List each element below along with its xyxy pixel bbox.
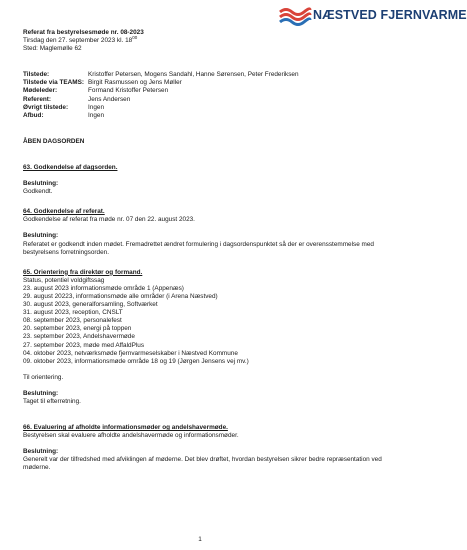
decision-text: Godkendt.: [23, 188, 53, 196]
meta-label: Øvrigt tilstede:: [23, 103, 69, 111]
list-item: 09. oktober 2023, informationsmøde område 18 og 19 (Jørgen Jensens vej mv.): [23, 357, 249, 365]
section-65-title: 65. Orientering fra direktør og formand.: [23, 268, 143, 276]
list-item: 04. oktober 2023, netværksmøde fjernvarmeselskaber i Næstved Kommune: [23, 349, 238, 357]
logo-text: NÆSTVED FJERNVARME: [313, 8, 467, 22]
section-66-title: 66. Evaluering af afholdte informationsmøder og andelshavermøde.: [23, 424, 228, 432]
section-65-note: Til orientering.: [23, 373, 64, 381]
section-66-body: Bestyrelsen skal evaluere afholdte andelshavermøde og informationsmøder.: [23, 432, 239, 440]
meta-label: Mødeleder:: [23, 87, 58, 95]
decision-text: Taget til efterretning.: [23, 398, 81, 405]
list-item: 23. august 2023 informationsmøde område 1 (Appenæs): [23, 284, 184, 292]
document-title: Referat fra bestyrelsesmøde nr. 08-2023: [23, 29, 144, 36]
list-item: 27. september 2023, møde med AffaldPlus: [23, 341, 145, 349]
decision-label: Beslutning:: [23, 448, 59, 456]
meta-value: Ingen: [88, 103, 104, 111]
wave-logo-icon: [278, 6, 310, 26]
section-64-title: 64. Godkendelse af referat.: [23, 208, 105, 216]
meta-label: Tilstede via TEAMS:: [23, 79, 84, 87]
meta-label: Referent:: [23, 95, 52, 103]
list-item: 08. september 2023, personalefest: [23, 317, 122, 325]
list-item: 23. september 2023, Andelshavermøde: [23, 333, 135, 341]
meta-label: Afbud:: [23, 111, 44, 119]
open-agenda-heading: ÅBEN DAGSORDEN: [23, 137, 85, 145]
decision-label: Beslutning:: [23, 232, 59, 240]
list-item: Status, potentiel voldgiftssag: [23, 276, 105, 284]
list-item: 20. september 2023, energi på toppen: [23, 325, 132, 333]
meta-value: Birgit Rasmussen og Jens Møller: [88, 79, 182, 87]
meta-label: Tilstede:: [23, 71, 50, 79]
orientation-list: [23, 277, 383, 366]
decision-text: Generelt var der tilfredshed med afviklingen af møderne. Det blev drøftet, hvordan bestyrelsen sikrer bedre repræsentation ved møderne.: [23, 456, 382, 472]
section-63-title: 63. Godkendelse af dagsorden.: [23, 163, 118, 171]
decision-label: Beslutning:: [23, 389, 59, 397]
list-item: 29. august 20223, informationsmøde alle områder (i Arena Næstved): [23, 292, 218, 300]
section-64-body: Godkendelse af referat fra møde nr. 07 den 22. august 2023.: [23, 216, 195, 224]
meta-value: Ingen: [88, 111, 104, 119]
list-item: 31. august 2023, reception, CNSLT: [23, 309, 123, 317]
page-number: 1: [198, 536, 202, 543]
decision-label: Beslutning:: [23, 180, 59, 188]
company-logo: [278, 5, 467, 27]
attendance-block: [23, 71, 383, 120]
meta-value: Kristoffer Petersen, Mogens Sandahl, Hanne Sørensen, Peter Frederiksen: [88, 71, 299, 79]
decision-text: Referatet er godkendt inden mødet. Fremadrettet ændret formulering i dagsordenspunktet så der er overensstemmelse med bestyrelsens forretningsorden.: [23, 240, 374, 256]
meta-value: Formand Kristoffer Petersen: [88, 87, 169, 95]
list-item: 30. august 2023, generalforsamling, Softværket: [23, 301, 158, 309]
meeting-date: Tirsdag den 27. september 2023 kl. $18^{00}$: [23, 34, 138, 45]
meeting-place: Sted: Maglemølle 62: [23, 45, 82, 53]
meta-value: Jens Andersen: [88, 95, 131, 103]
